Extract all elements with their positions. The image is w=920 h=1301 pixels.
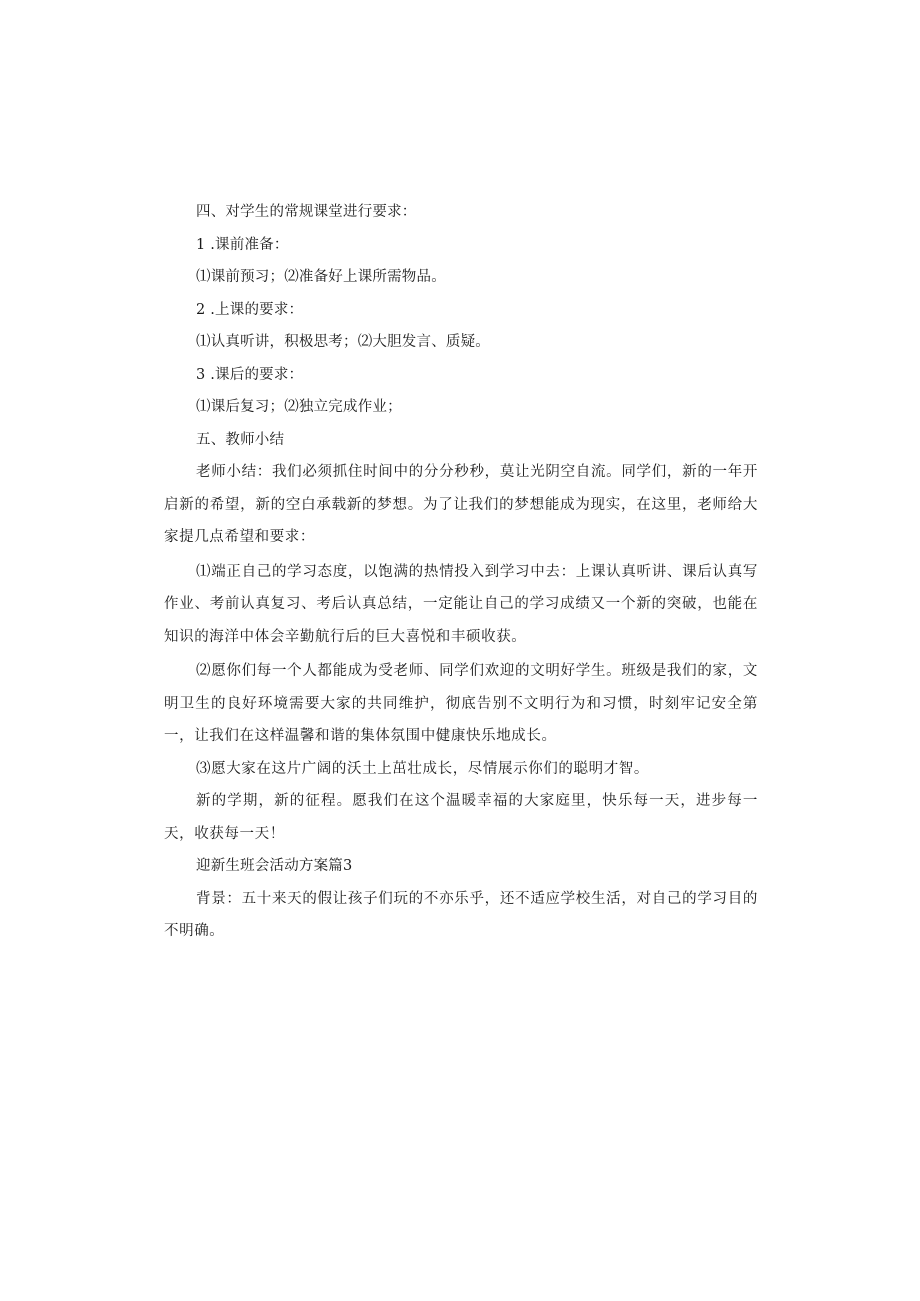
document-body bbox=[164, 196, 758, 948]
plan-title: 迎新生班会活动方案篇3 bbox=[196, 858, 353, 874]
list-item-after: 3 .课后的要求： bbox=[196, 366, 304, 383]
paragraph-background: 背景：五十来天的假让孩子们玩的不亦乐乎，还不适应学校生活，对自己的学习目的不明确。 bbox=[164, 890, 758, 939]
paragraph-new-term: 新的学期，新的征程。愿我们在这个温暖幸福的大家庭里，快乐每一天，进步每一天，收获每一天！ bbox=[164, 793, 758, 842]
list-detail-class: ⑴认真听讲，积极思考；⑵大胆发言、质疑。 bbox=[196, 334, 490, 350]
paragraph-summary: 老师小结：我们必须抓住时间中的分分秒秒，莫让光阴空自流。同学们，新的一年开启新的希望，新的空白承载新的梦想。为了让我们的梦想能成为现实，在这里，老师给大家提几点希望和要求： bbox=[164, 464, 758, 545]
list-detail-prep: ⑴课前预习；⑵准备好上课所需物品。 bbox=[196, 269, 446, 285]
section-heading-4: 四、对学生的常规课堂进行要求： bbox=[196, 204, 417, 220]
list-detail-after: ⑴课后复习；⑵独立完成作业； bbox=[196, 399, 402, 415]
paragraph-hope-3: ⑶愿大家在这片广阔的沃土上茁壮成长，尽情展示你们的聪明才智。 bbox=[196, 760, 649, 777]
section-heading-5: 五、教师小结 bbox=[196, 431, 285, 448]
list-item-prep: 1 .课前准备： bbox=[196, 236, 289, 253]
paragraph-hope-2: ⑵愿你们每一个人都能成为受老师、同学们欢迎的文明好学生。班级是我们的家，文明卫生的良好环境需要大家的共同维护，彻底告别不文明行为和习惯，时刻牢记安全第一，让我们在这样温馨和谐的集体氛围中健康快乐地成长。 bbox=[164, 663, 758, 744]
list-item-class: 2 .上课的要求： bbox=[196, 301, 304, 318]
paragraph-hope-1: ⑴端正自己的学习态度，以饱满的热情投入到学习中去：上课认真听讲、课后认真写作业、考前认真复习、考后认真总结，一定能让自己的学习成绩又一个新的突破，也能在知识的海洋中体会辛勤航行后的巨大喜悦和丰硕收获。 bbox=[164, 563, 758, 645]
